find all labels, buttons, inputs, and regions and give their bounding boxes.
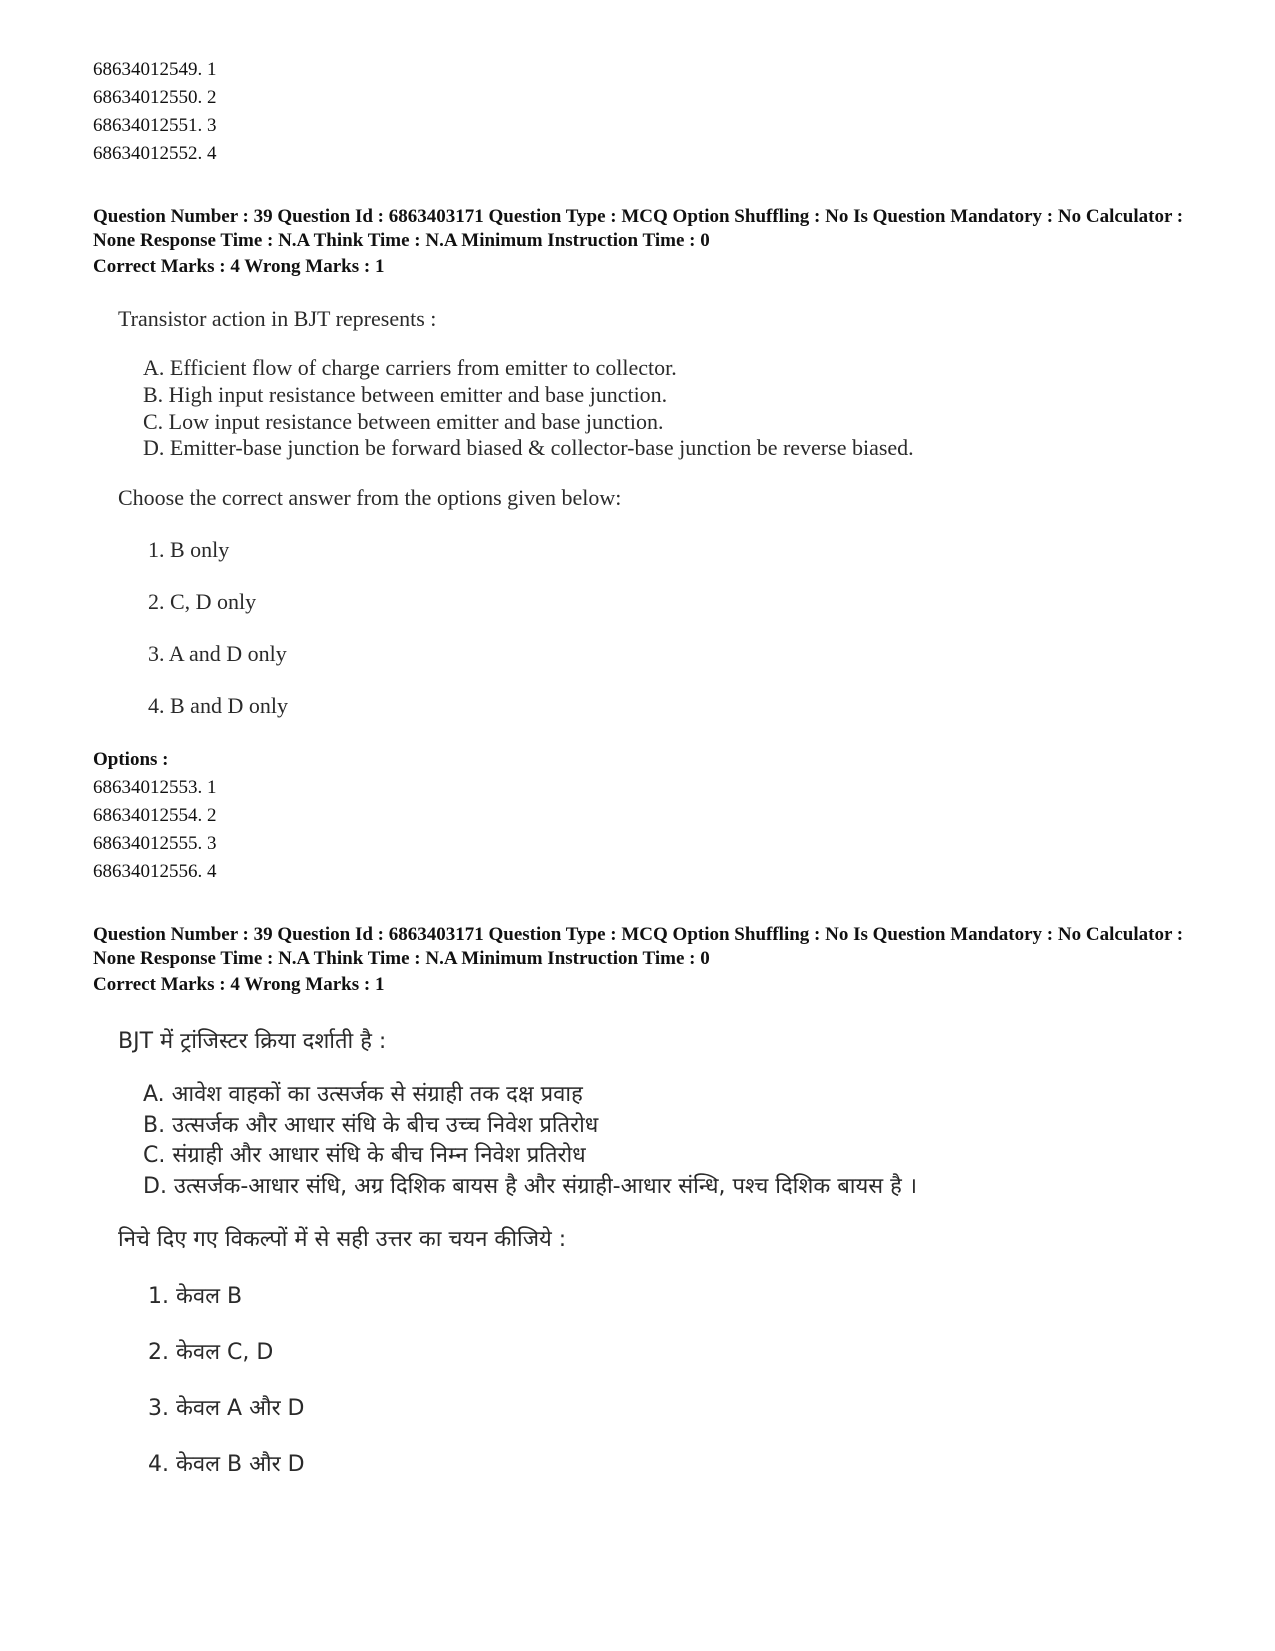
choice-2-english: 2. C, D only [148, 589, 257, 614]
choice-2-hindi: 2. केवल C, D [148, 1340, 274, 1365]
statement-a-english: A. Efficient flow of charge carriers from emitter to collector. [143, 355, 677, 380]
statement-d-english: D. Emitter-base junction be forward biased & collector-base junction be reverse biased. [143, 435, 914, 460]
choice-1-hindi: 1. केवल B [148, 1284, 243, 1309]
instruction-english: Choose the correct answer from the options given below: [118, 485, 622, 510]
choice-3-english: 3. A and D only [148, 641, 287, 666]
question-stem-english: Transistor action in BJT represents : [118, 306, 437, 331]
choice-4-hindi: 4. केवल B और D [148, 1452, 305, 1477]
statement-b-english: B. High input resistance between emitter and base junction. [143, 382, 668, 407]
top-option-3: 68634012551. 3 [93, 115, 217, 136]
statement-c-english: C. Low input resistance between emitter and base junction. [143, 409, 664, 434]
top-option-4: 68634012552. 4 [93, 143, 217, 164]
option-id-1: 68634012553. 1 [93, 777, 217, 798]
marks-hindi: Correct Marks : 4 Wrong Marks : 1 [93, 974, 385, 995]
statement-b-hindi: B. उत्सर्जक और आधार संधि के बीच उच्च निवेश प्रतिरोध [143, 1113, 599, 1138]
choice-1-english: 1. B only [148, 537, 230, 562]
statement-d-hindi: D. उत्सर्जक-आधार संधि, अग्र दिशिक बायस है और संग्राही-आधार संन्धि, पश्च दिशिक बायस है । [143, 1174, 918, 1199]
question-meta-hindi: Question Number : 39 Question Id : 6863403171 Question Type : MCQ Option Shuffling : No Is Question Mandatory : No Calculator : None Response Time : N.A Think Time : N.A Minimum Instruction Time : 0 [93, 924, 1184, 969]
statement-c-hindi: C. संग्राही और आधार संधि के बीच निम्न निवेश प्रतिरोध [143, 1143, 586, 1168]
marks-english: Correct Marks : 4 Wrong Marks : 1 [93, 256, 385, 277]
option-id-4: 68634012556. 4 [93, 861, 217, 882]
choice-4-english: 4. B and D only [148, 693, 288, 718]
instruction-hindi: निचे दिए गए विकल्पों में से सही उत्तर का चयन कीजिये : [118, 1227, 567, 1252]
top-option-1: 68634012549. 1 [93, 59, 217, 80]
option-id-3: 68634012555. 3 [93, 833, 217, 854]
option-id-2: 68634012554. 2 [93, 805, 217, 826]
choice-3-hindi: 3. केवल A और D [148, 1396, 305, 1421]
options-label: Options : [93, 749, 169, 770]
statement-a-hindi: A. आवेश वाहकों का उत्सर्जक से संग्राही तक दक्ष प्रवाह [143, 1082, 583, 1107]
question-stem-hindi: BJT में ट्रांजिस्टर क्रिया दर्शाती है : [118, 1029, 387, 1054]
top-option-2: 68634012550. 2 [93, 87, 217, 108]
question-meta-english: Question Number : 39 Question Id : 6863403171 Question Type : MCQ Option Shuffling : No Is Question Mandatory : No Calculator : None Response Time : N.A Think Time : N.A Minimum Instruction Time : 0 [93, 206, 1184, 251]
